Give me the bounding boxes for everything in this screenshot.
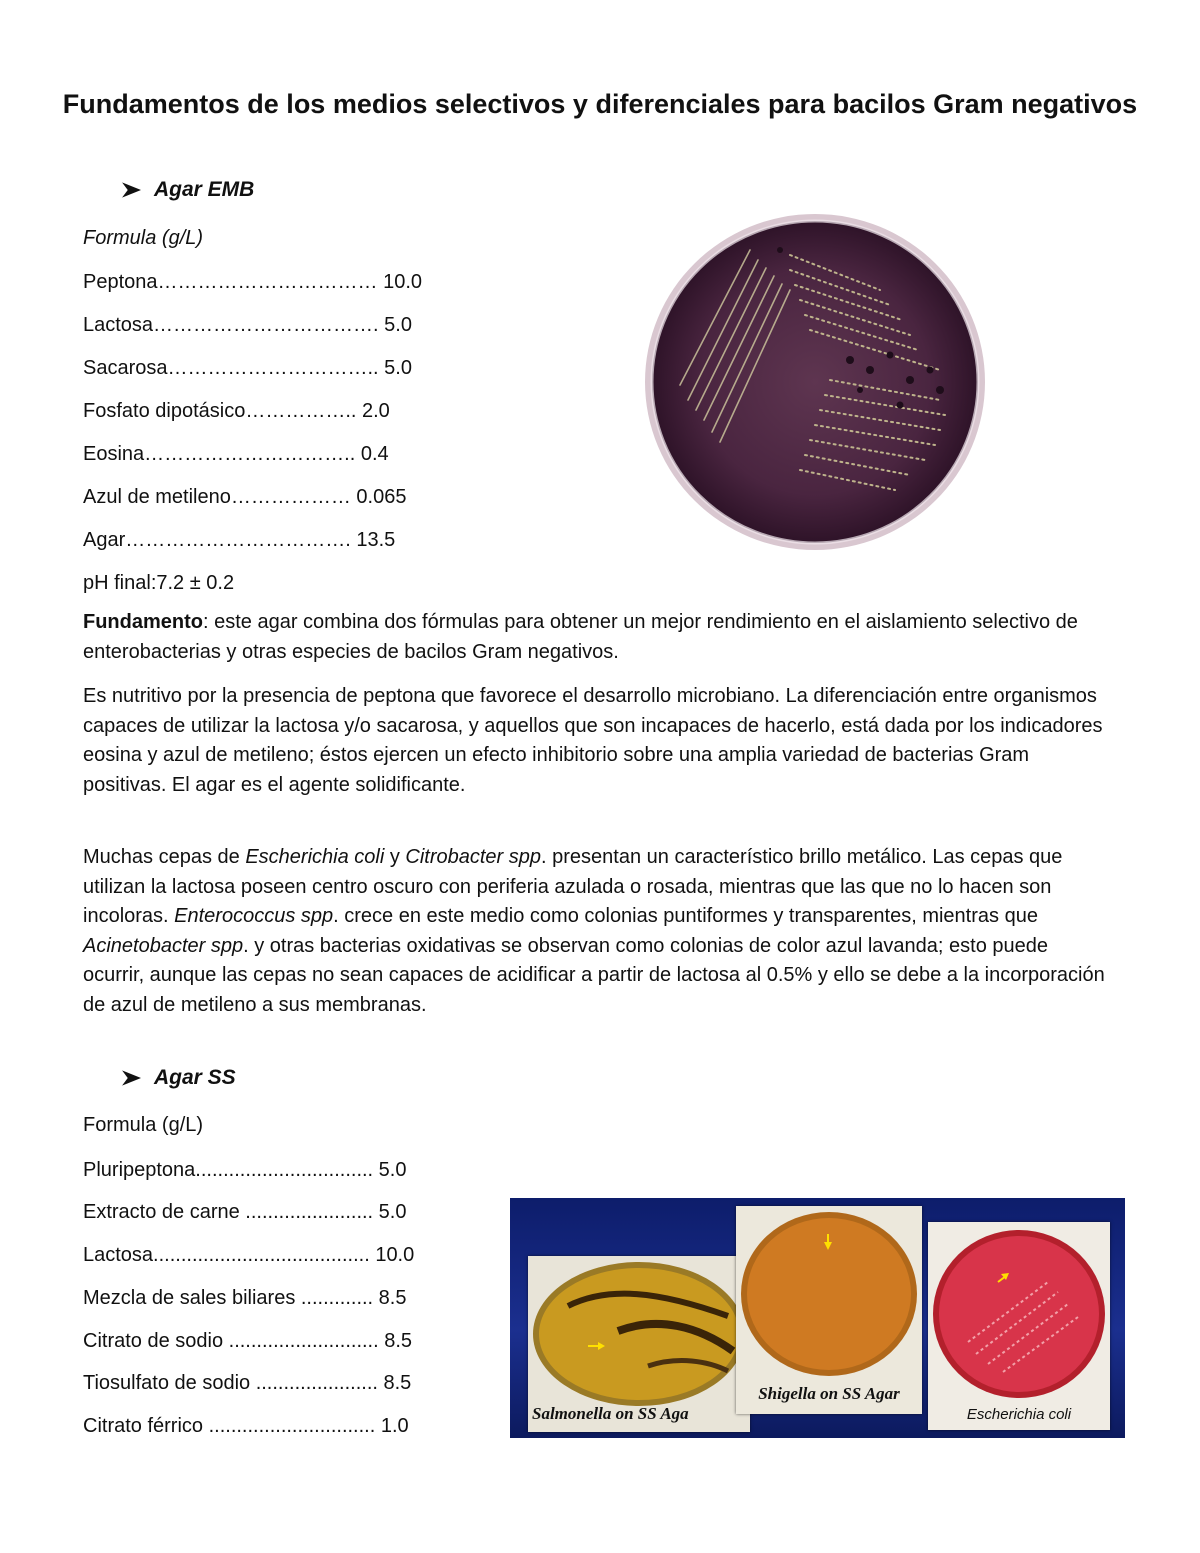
emb-heading-label: Agar EMB (154, 178, 255, 201)
text-span: . presentan un característico brillo metálico. Las cepas que utilizan la lactosa poseen centro oscuro con periferia azulada o rosada, mientras que las que no lo hacen son incoloras. (83, 846, 1063, 927)
species-name: Enterococcus spp (174, 905, 334, 927)
ecoli-caption: Escherichia coli (966, 1406, 1072, 1423)
emb-agar-plate-image (640, 210, 990, 555)
emb-ingredient: Azul de metileno……………… 0.065 (83, 486, 407, 508)
fundamento-text: : este agar combina dos fórmulas para obtener un mejor rendimiento en el aislamiento selectivo de enterobacterias y otras especies de bacilos Gram negativos. (83, 611, 1078, 663)
emb-ph: pH final:7.2 ± 0.2 (83, 572, 235, 594)
emb-ingredient: Sacarosa………………………….. 5.0 (83, 357, 412, 379)
emb-paragraph-fundamento (83, 608, 1113, 667)
ss-ingredient: Citrato de sodio ........................... 8.5 (83, 1330, 413, 1352)
ss-ingredient: Tiosulfato de sodio ...................... 8.5 (83, 1372, 412, 1394)
emb-ingredient: Fosfato dipotásico…………….. 2.0 (83, 400, 390, 422)
ss-heading (118, 1066, 236, 1090)
ss-ingredient: Extracto de carne ....................... 5.0 (83, 1201, 407, 1223)
emb-ingredient: Peptona…………………………… 10.0 (83, 271, 422, 293)
ss-formula-label: Formula (g/L) (83, 1114, 204, 1136)
ss-agar-photo-panel (510, 1198, 1125, 1438)
shigella-caption: Shigella on SS Agar (758, 1384, 900, 1403)
ss-ingredient: Citrato férrico .............................. 1.0 (83, 1415, 409, 1437)
text-span: . crece en este medio como colonias puntiformes y transparentes, mientras que (333, 905, 1038, 927)
emb-formula-label: Formula (g/L) (83, 227, 204, 249)
arrow-bullet-icon (118, 1067, 144, 1089)
ecoli-photo (928, 1222, 1110, 1430)
page-title: Fundamentos de los medios selectivos y diferenciales para bacilos Gram negativos (62, 89, 1138, 119)
text-span: y (384, 846, 406, 868)
species-name: Acinetobacter spp (83, 934, 244, 957)
emb-ingredient: Agar……………………………. 13.5 (83, 529, 396, 551)
fundamento-label: Fundamento (83, 611, 203, 633)
ss-ingredient: Pluripeptona................................ 5.0 (83, 1159, 407, 1181)
species-name: Citrobacter spp (405, 846, 542, 868)
emb-heading (118, 178, 254, 202)
ss-ingredient: Mezcla de sales biliares ............. 8.5 (83, 1287, 407, 1309)
ss-heading-label: Agar SS (154, 1066, 236, 1089)
arrow-bullet-icon (118, 179, 144, 201)
ss-ingredient: Lactosa....................................... 10.0 (83, 1244, 415, 1266)
text-span: Muchas cepas de (83, 846, 246, 868)
emb-paragraph-nutritivo: Es nutritivo por la presencia de peptona que favorece el desarrollo microbiano. La diferenciación entre organismos capaces de utilizar la lactosa y/o sacarosa, y aquellos que son incapaces de hacerlo, está dada por los indicadores eosina y azul de metileno; éstos ejercen un efecto inhibitorio sobre una amplia variedad de bacterias Gram positivas. El agar es el agente solidificante. (83, 685, 1103, 796)
species-name: Escherichia coli (245, 846, 385, 868)
salmonella-photo (528, 1256, 750, 1432)
salmonella-caption: Salmonella on SS Aga (532, 1404, 689, 1423)
emb-paragraph-cepas (83, 843, 1113, 1020)
emb-ingredient: Lactosa……………………………. 5.0 (83, 314, 412, 336)
emb-ingredient: Eosina………………………….. 0.4 (83, 443, 389, 465)
shigella-photo (736, 1206, 922, 1414)
text-span: . y otras bacterias oxidativas se observan como colonias de color azul lavanda; esto puede ocurrir, aunque las cepas no sean capaces de acidificar a partir de lactosa al 0.5% y ello se debe a la incorporación de azul de metileno a sus membranas. (83, 934, 1105, 1016)
